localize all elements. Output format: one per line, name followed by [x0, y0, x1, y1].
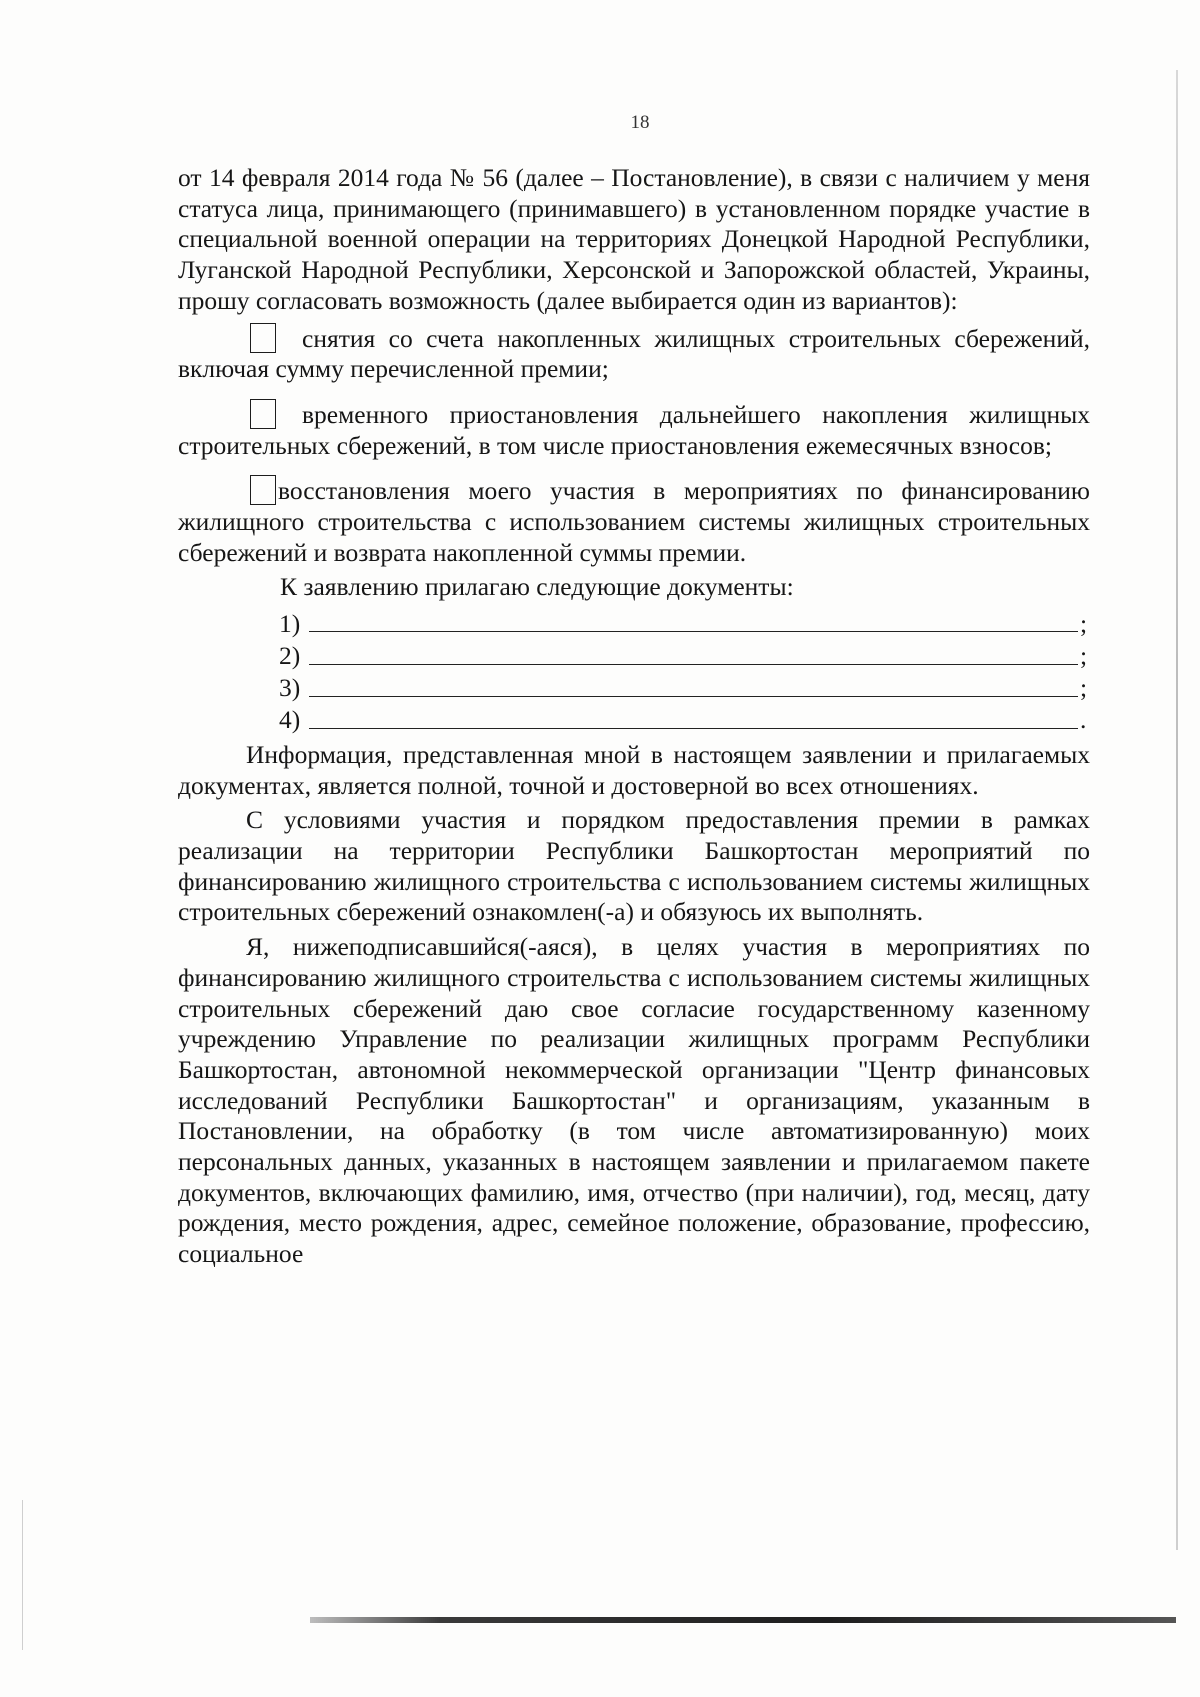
attachment-terminator: ; [1080, 608, 1088, 638]
attachment-input-line[interactable] [309, 676, 1078, 697]
attachments-list [178, 607, 1090, 736]
attachments-title: К заявлению прилагаю следующие документы: [280, 572, 794, 602]
attachment-terminator: ; [1080, 640, 1088, 670]
attachment-input-line[interactable] [309, 611, 1078, 632]
attachment-terminator: ; [1080, 673, 1088, 702]
scan-left-edge [22, 1500, 23, 1650]
option-restoration-checkbox[interactable] [250, 475, 276, 505]
option-withdrawal [178, 323, 1090, 385]
option-suspension-label: временного приостановления дальнейшего накопления жилищных строительных сбережений, в том числе приостановления ежемесячных взносов; [178, 399, 1090, 460]
option-restoration [178, 475, 1090, 568]
attachment-input-line[interactable] [309, 708, 1078, 729]
document-body [178, 163, 1090, 1270]
attachment-number: 3) [279, 673, 301, 702]
attachment-row [279, 639, 1090, 671]
attachment-row [279, 672, 1090, 704]
scan-right-edge [1176, 70, 1178, 1550]
page-number: 18 [630, 112, 650, 133]
attachment-number: 4) [279, 705, 301, 735]
option-suspension [178, 399, 1090, 461]
attachment-number: 1) [279, 608, 301, 638]
attachment-number: 2) [279, 640, 301, 670]
option-withdrawal-label: снятия со счета накопленных жилищных строительных сбережений, включая сумму перечисленной премии; [178, 323, 1090, 384]
option-withdrawal-checkbox[interactable] [250, 323, 276, 353]
scan-bottom-shadow [310, 1617, 1176, 1623]
attachment-row [279, 607, 1090, 639]
option-suspension-checkbox[interactable] [250, 399, 276, 429]
conditions-paragraph: С условиями участия и порядком предоставления премии в рамках реализации на территории Республики Башкортостан мероприятий по финансированию жилищного строительства с использованием системы жилищных строительных сбережений ознакомлен(-а) и обязуюсь их выполнять. [178, 805, 1090, 927]
option-restoration-label: восстановления моего участия в мероприятиях по финансированию жилищного строительства с использованием системы жилищных строительных сбережений и возврата накопленной суммы премии. [178, 476, 1090, 567]
consent-paragraph: Я, нижеподписавшийся(-аяся), в целях участия в мероприятиях по финансированию жилищного строительства с использованием системы жилищных строительных сбережений даю свое согласие государственному казенному учреждению Управление по реализации жилищных программ Республики Башкортостан, автономной некоммерческой организации "Центр финансовых исследований Республики Башкортостан" и организациям, указанным в Постановлении, на обработку (в том числе автоматизированную) моих персональных данных, указанных в настоящем заявлении и прилагаемом пакете документов, включающих фамилию, имя, отчество (при наличии), год, месяц, дату рождения, место рождения, адрес, семейное положение, образование, профессию, социальное [178, 932, 1090, 1269]
attachment-input-line[interactable] [309, 644, 1078, 665]
attachment-terminator: . [1080, 705, 1087, 735]
intro-paragraph: от 14 февраля 2014 года № 56 (далее – Постановление), в связи с наличием у меня статуса лица, принимающего (принимавшего) в установленном порядке участие в специальной военной операции на территориях Донецкой Народной Республики, Луганской Народной Республики, Херсонской и Запорожской областей, Украины, прошу согласовать возможность (далее выбирается один из вариантов): [178, 163, 1090, 315]
info-paragraph: Информация, представленная мной в настоящем заявлении и прилагаемых документах, является полной, точной и достоверной во всех отношениях. [178, 739, 1090, 800]
attachment-row [279, 704, 1090, 736]
